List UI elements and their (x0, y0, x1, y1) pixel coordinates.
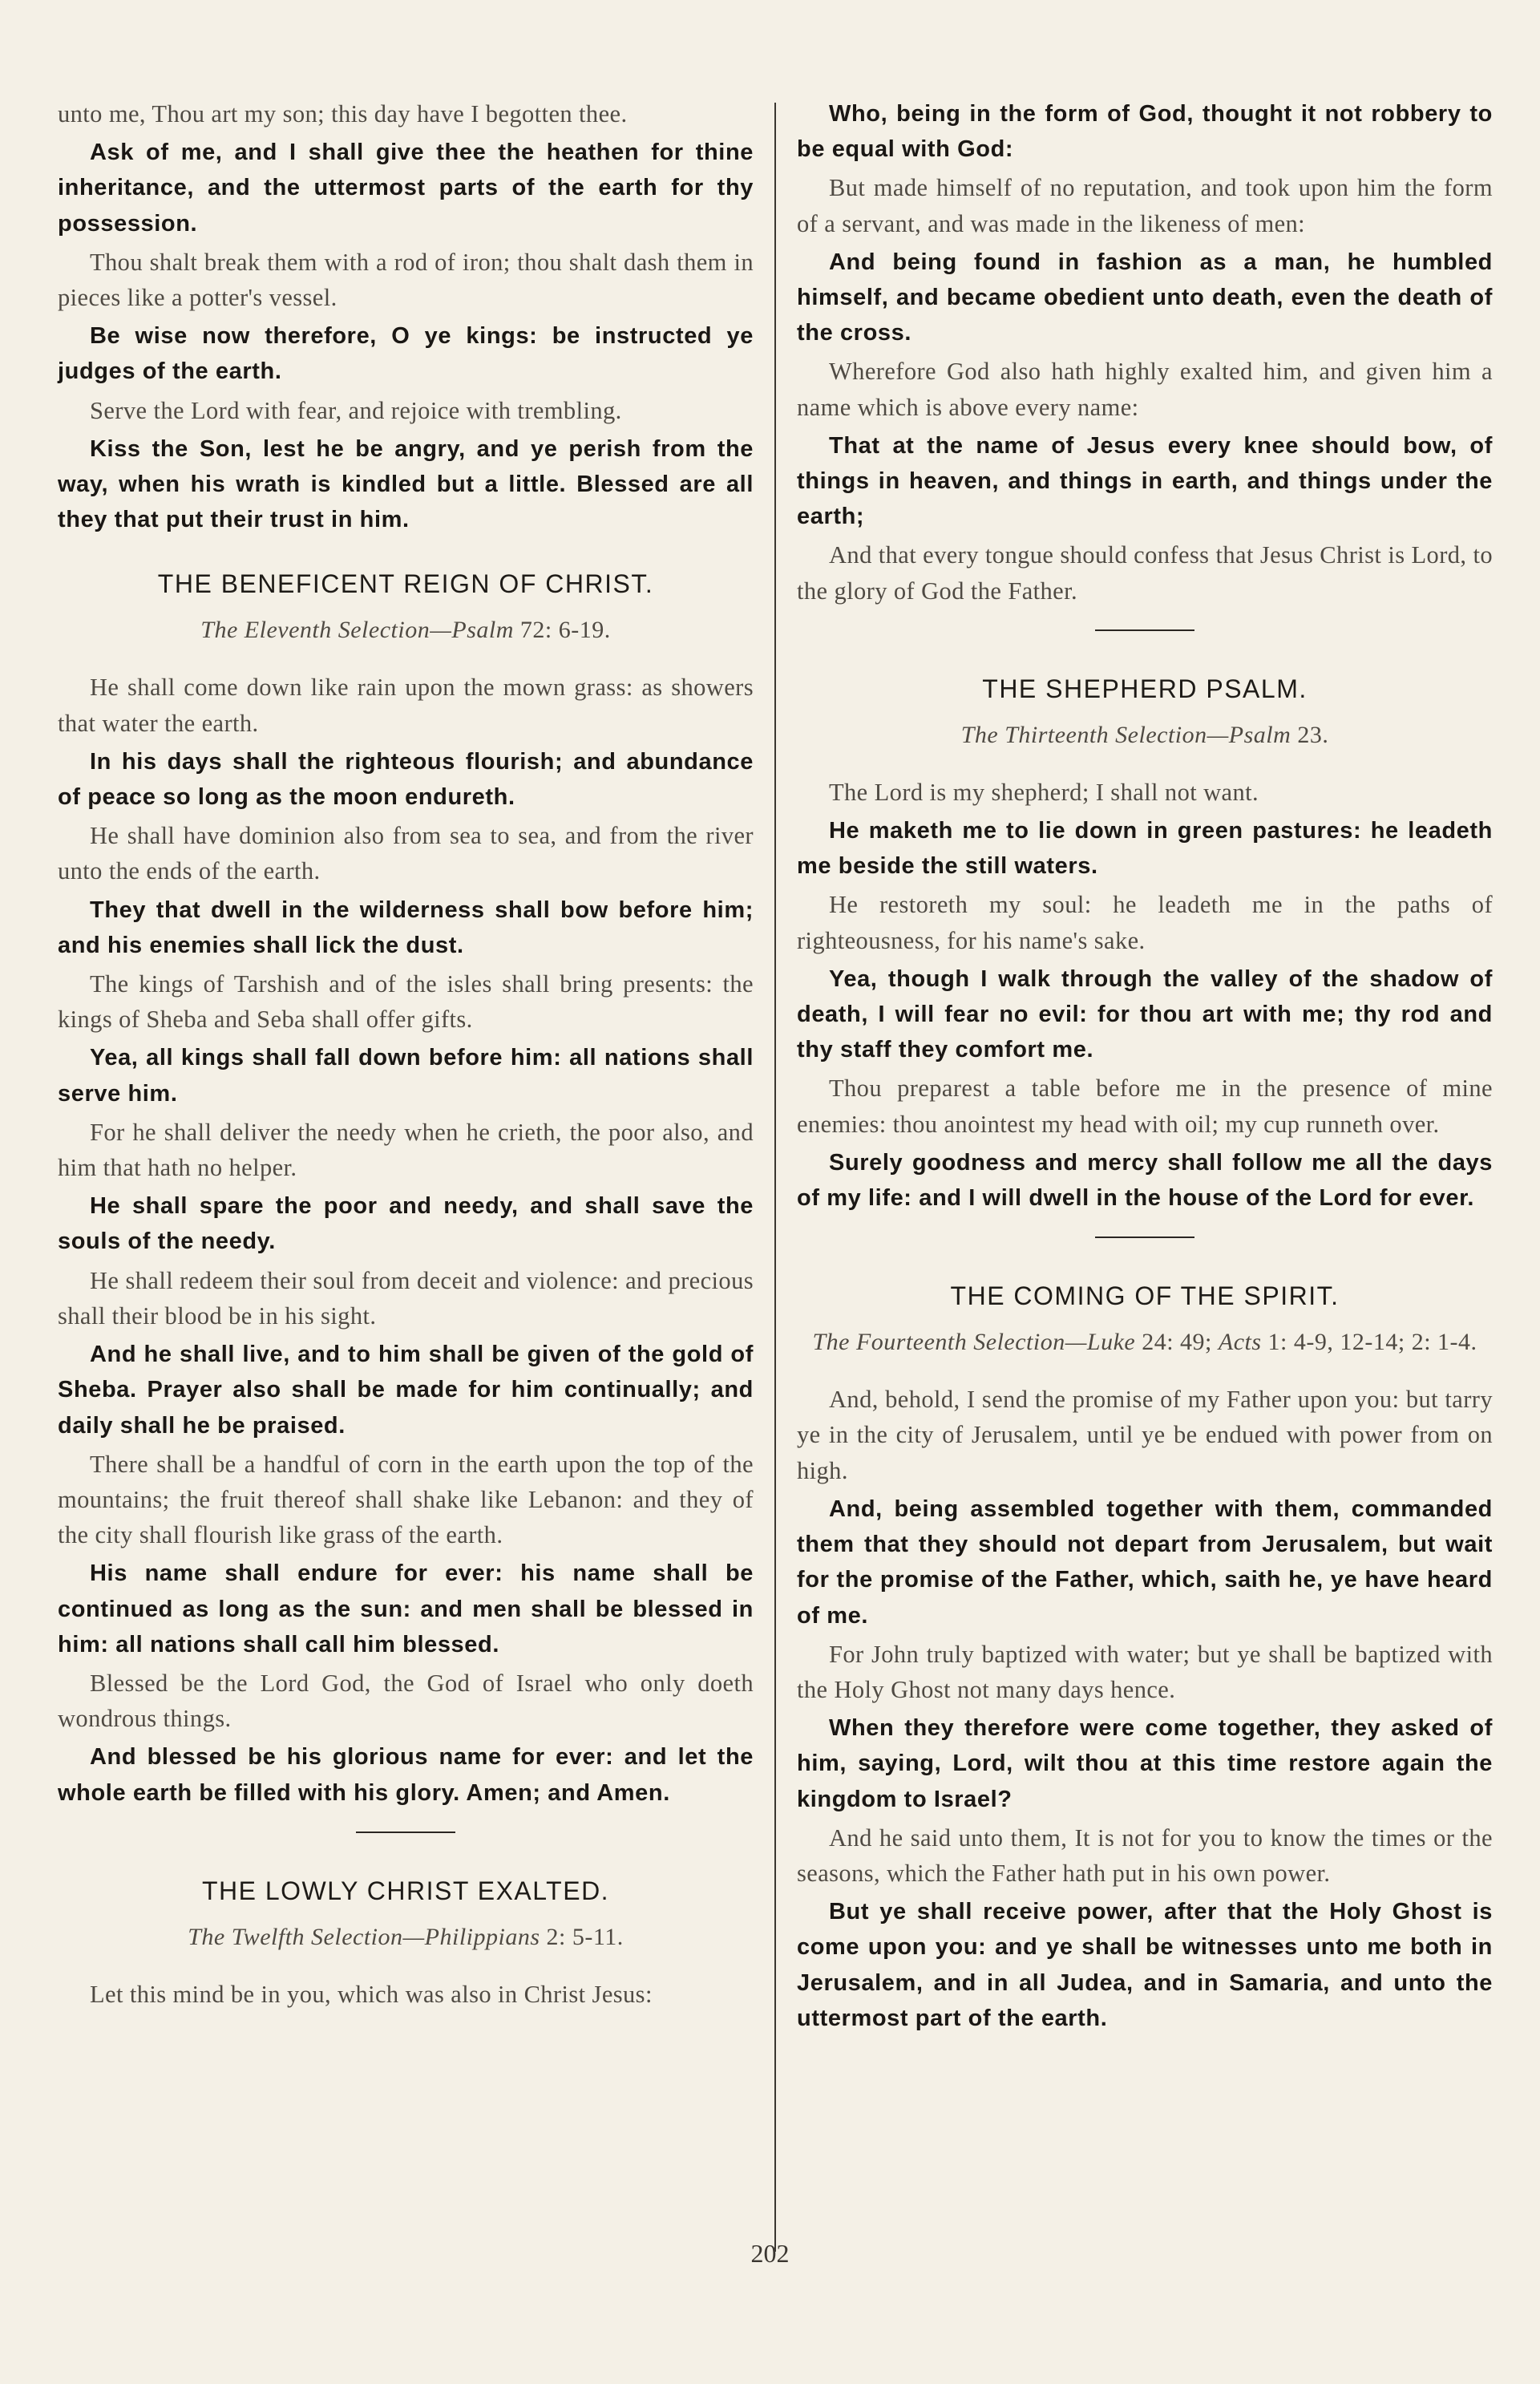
verse: Serve the Lord with fear, and rejoice with trembling. (90, 396, 622, 424)
page-number: 202 (750, 2239, 790, 2268)
subtitle-reference: 72: 6-19. (519, 617, 611, 644)
philippians-continuation (797, 96, 1493, 631)
verse: That at the name of Jesus every knee should bow, of things in heaven, and things in earth, and things under the earth; (797, 432, 1493, 530)
right-column (797, 96, 1493, 2039)
verse: The Lord is my shepherd; I shall not want. (829, 778, 1259, 806)
verse: He shall spare the poor and needy, and shall save the souls of the needy. (58, 1193, 754, 1255)
verse: Kiss the Son, lest he be angry, and ye perish from the way, when his wrath is kindled but a little. Blessed are all they that put their trust in him. (58, 435, 754, 533)
verse: Be wise now therefore, O ye kings: be instructed ye judges of the earth. (58, 323, 754, 385)
section-title: THE LOWLY CHRIST EXALTED. (201, 1876, 610, 1905)
verse: His name shall endure for ever: his name shall be continued as long as the sun: and men shall be blessed in him: all nations shall call him blessed. (58, 1560, 754, 1657)
section-title: THE COMING OF THE SPIRIT. (950, 1281, 1340, 1311)
verse: But made himself of no reputation, and took upon him the form of a servant, and was made in the likeness of men: (797, 174, 1493, 237)
verse: Wherefore God also hath highly exalted him, and given him a name which is above every name: (797, 358, 1493, 421)
section-fourteenth-selection (797, 1281, 1493, 2036)
verse: And he shall live, and to him shall be given of the gold of Sheba. Prayer also shall be made for him continually; and daily shall he be praised. (58, 1342, 754, 1439)
section-divider (356, 1832, 455, 1833)
section-subtitle (797, 1326, 1493, 1359)
verse: He restoreth my soul: he leadeth me in the paths of righteousness, for his name's sake. (797, 891, 1493, 954)
verse: And he said unto them, It is not for you to know the times or the seasons, which the Father hath put in his own power. (797, 1823, 1493, 1887)
verse: For he shall deliver the needy when he crieth, the poor also, and him that hath no helper. (58, 1118, 754, 1182)
psalm-2-continuation (58, 96, 754, 537)
section-title: THE BENEFICENT REIGN OF CHRIST. (157, 569, 654, 599)
verse: Surely goodness and mercy shall follow me all the days of my life: and I will dwell in the house of the Lord for ever. (797, 1149, 1493, 1212)
section-title: THE SHEPHERD PSALM. (982, 674, 1308, 703)
subtitle-reference-2: 1: 4-9, 12-14; 2: 1-4. (1267, 1329, 1477, 1356)
verse: Let this mind be in you, which was also in Christ Jesus: (90, 1980, 653, 2008)
verse: There shall be a handful of corn in the earth upon the top of the mountains; the fruit thereof shall shake like Lebanon: and they of the city shall flourish like grass of the earth. (58, 1450, 754, 1549)
verse: He maketh me to lie down in green pastures: he leadeth me beside the still waters. (797, 818, 1493, 880)
verse: The kings of Tarshish and of the isles shall bring presents: the kings of Sheba and Seba shall offer gifts. (58, 970, 754, 1034)
verse: Thou preparest a table before me in the presence of mine enemies: thou anointest my head with oil; my cup runneth over. (797, 1075, 1493, 1138)
section-divider (1095, 1237, 1194, 1238)
verse: unto me, Thou art my son; this day have I begotten thee. (58, 100, 628, 127)
subtitle-selection: The Thirteenth Selection—Psalm (960, 721, 1291, 748)
verse: Yea, though I walk through the valley of the shadow of death, I will fear no evil: for thou art with me; thy rod and thy staff they comfort me. (797, 965, 1493, 1063)
verse: And being found in fashion as a man, he humbled himself, and became obedient unto death, even the death of the cross. (797, 249, 1493, 346)
subtitle-reference: 2: 5-11. (546, 1923, 624, 1950)
verse: Yea, all kings shall fall down before him: all nations shall serve him. (58, 1045, 754, 1107)
verse: They that dwell in the wilderness shall bow before him; and his enemies shall lick the dust. (58, 897, 754, 958)
verse: He shall come down like rain upon the mown grass: as showers that water the earth. (58, 674, 754, 737)
left-column (58, 96, 754, 2015)
subtitle-reference: 24: 49; (1142, 1329, 1212, 1356)
verse: He shall have dominion also from sea to sea, and from the river unto the ends of the earth. (58, 822, 754, 885)
verse: Blessed be the Lord God, the God of Israel who only doeth wondrous things. (58, 1669, 754, 1733)
verse: And blessed be his glorious name for ever: and let the whole earth be filled with his glory. Amen; and Amen. (58, 1744, 754, 1806)
subtitle-selection-2: Acts (1218, 1329, 1262, 1356)
subtitle-selection: The Eleventh Selection—Psalm (200, 617, 514, 644)
verse: And, behold, I send the promise of my Father upon you: but tarry ye in the city of Jerusalem, until ye be endued with power from on high. (797, 1386, 1493, 1484)
verse: Who, being in the form of God, thought it not robbery to be equal with God: (797, 101, 1493, 163)
verse: When they therefore were come together, they asked of him, saying, Lord, wilt thou at this time restore again the kingdom to Israel? (797, 1715, 1493, 1812)
section-divider (1095, 629, 1194, 631)
subtitle-selection: The Fourteenth Selection—Luke (812, 1329, 1136, 1356)
section-subtitle (58, 613, 754, 647)
section-eleventh-selection (58, 569, 754, 1832)
section-subtitle (58, 1921, 754, 1954)
verse: Ask of me, and I shall give thee the heathen for thine inheritance, and the uttermost parts of the earth for thy possession. (58, 140, 754, 237)
verse: And, being assembled together with them, commanded them that they should not depart from Jerusalem, but wait for the promise of the Father, which, saith he, ye have heard of me. (797, 1496, 1493, 1629)
verse: In his days shall the righteous flourish; and abundance of peace so long as the moon endureth. (58, 748, 754, 811)
verse: But ye shall receive power, after that the Holy Ghost is come upon you: and ye shall be witnesses unto me both in Jerusalem, and in all Judea, and in Samaria, and unto the uttermost part of the earth. (797, 1899, 1493, 2031)
verse: Thou shalt break them with a rod of iron; thou shalt dash them in pieces like a potter's vessel. (58, 248, 754, 312)
verse: And that every tongue should confess that Jesus Christ is Lord, to the glory of God the Father. (797, 541, 1493, 605)
verse: For John truly baptized with water; but ye shall be baptized with the Holy Ghost not many days hence. (797, 1640, 1493, 1703)
section-twelfth-selection (58, 1876, 754, 2012)
verse: He shall redeem their soul from deceit and violence: and precious shall their blood be in his sight. (58, 1266, 754, 1330)
section-subtitle (797, 718, 1493, 752)
subtitle-selection: The Twelfth Selection—Philippians (188, 1923, 540, 1950)
column-rule (774, 103, 776, 2252)
subtitle-reference: 23. (1297, 721, 1329, 748)
section-thirteenth-selection (797, 674, 1493, 1238)
